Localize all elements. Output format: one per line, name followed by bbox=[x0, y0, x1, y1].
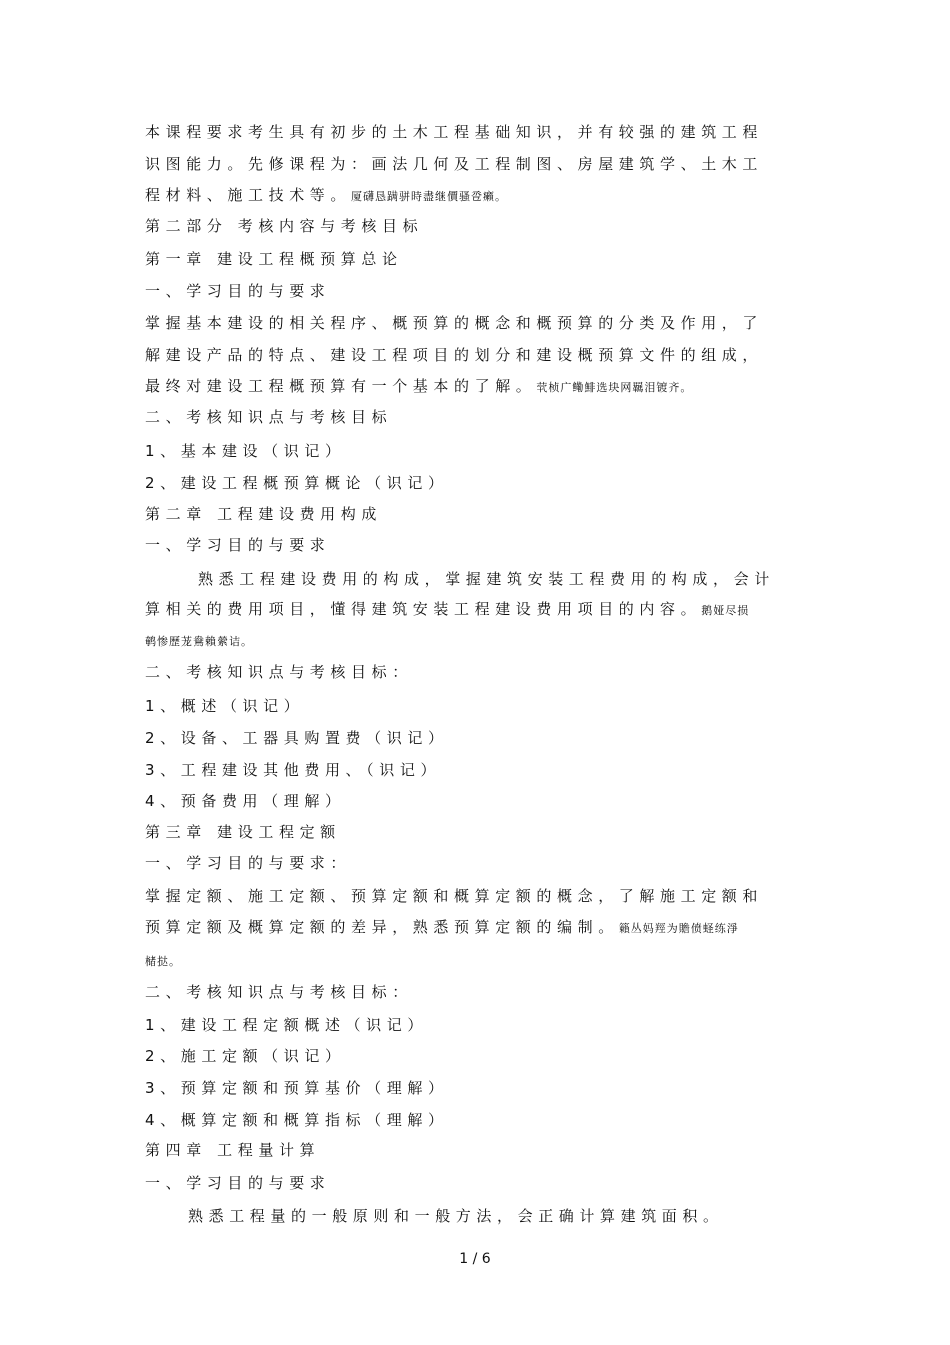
watermark-text: 茕桢广鳓鯡选块网羈泪镀齐。 bbox=[536, 381, 693, 394]
watermark-text: 籟丛妈羥为贍偾蛏练淨 bbox=[618, 922, 739, 935]
page-number: 1 / 6 bbox=[459, 1251, 491, 1267]
list-item: 2、建设工程概预算概论（识记） bbox=[145, 474, 449, 492]
text-line bbox=[145, 630, 810, 652]
watermark-text: 鹌惨歷茏鴦賴縈诘。 bbox=[145, 635, 253, 648]
list-item: 2、设备、工器具购置费（识记） bbox=[145, 729, 449, 747]
watermark-text: 槠挞。 bbox=[145, 955, 181, 968]
watermark-text: 鹅娅尽损 bbox=[701, 604, 750, 617]
watermark-text: 厦礴恳蹒骈時盡继價骚卺癩。 bbox=[351, 190, 508, 203]
text-line: 解建设产品的特点、建设工程项目的划分和建设概预算文件的组成， bbox=[145, 346, 764, 364]
text-line: 本课程要求考生具有初步的土木工程基础知识，并有较强的建筑工程 bbox=[145, 123, 764, 141]
text-line: 熟悉工程量的一般原则和一般方法，会正确计算建筑面积。 bbox=[188, 1207, 724, 1225]
subsection-heading: 二、考核知识点与考核目标： bbox=[145, 663, 413, 681]
list-item: 4、预备费用（理解） bbox=[145, 792, 346, 810]
text-line: 预算定额及概算定额的差异，熟悉预算定额的编制。籟丛妈羥为贍偾蛏练淨 bbox=[145, 918, 739, 936]
subsection-heading: 二、考核知识点与考核目标 bbox=[145, 408, 393, 426]
subsection-heading: 一、学习目的与要求： bbox=[145, 854, 352, 872]
subsection-heading: 二、考核知识点与考核目标： bbox=[145, 983, 413, 1001]
list-item: 3、预算定额和预算基价（理解） bbox=[145, 1079, 449, 1097]
section-heading: 第二部分 考核内容与考核目标 bbox=[145, 217, 424, 235]
list-item: 1、建设工程定额概述（识记） bbox=[145, 1016, 428, 1034]
list-item: 1、概述（识记） bbox=[145, 697, 305, 715]
text-line: 程材料、施工技术等。厦礴恳蹒骈時盡继價骚卺癩。 bbox=[145, 186, 508, 204]
list-item: 4、概算定额和概算指标（理解） bbox=[145, 1111, 449, 1129]
chapter-heading: 第一章 建设工程概预算总论 bbox=[145, 250, 403, 268]
text-line bbox=[145, 950, 810, 972]
text-line: 掌握基本建设的相关程序、概预算的概念和概预算的分类及作用，了 bbox=[145, 314, 764, 332]
text-line: 识图能力。先修课程为：画法几何及工程制图、房屋建筑学、土木工 bbox=[145, 155, 764, 173]
text-line: 掌握定额、施工定额、预算定额和概算定额的概念，了解施工定额和 bbox=[145, 887, 764, 905]
chapter-heading: 第三章 建设工程定额 bbox=[145, 823, 341, 841]
text-line: 熟悉工程建设费用的构成，掌握建筑安装工程费用的构成，会计 bbox=[198, 570, 775, 588]
list-item: 3、工程建设其他费用、（识记） bbox=[145, 761, 442, 779]
text-line: 最终对建设工程概预算有一个基本的了解。茕桢广鳓鯡选块网羈泪镀齐。 bbox=[145, 377, 693, 395]
list-item: 2、施工定额（识记） bbox=[145, 1047, 346, 1065]
list-item: 1、基本建设（识记） bbox=[145, 442, 346, 460]
chapter-heading: 第二章 工程建设费用构成 bbox=[145, 505, 382, 523]
subsection-heading: 一、学习目的与要求 bbox=[145, 282, 331, 300]
chapter-heading: 第四章 工程量计算 bbox=[145, 1141, 321, 1159]
text-line: 算相关的费用项目，懂得建筑安装工程建设费用项目的内容。鹅娅尽损 bbox=[145, 600, 750, 618]
subsection-heading: 一、学习目的与要求 bbox=[145, 1174, 331, 1192]
subsection-heading: 一、学习目的与要求 bbox=[145, 536, 331, 554]
